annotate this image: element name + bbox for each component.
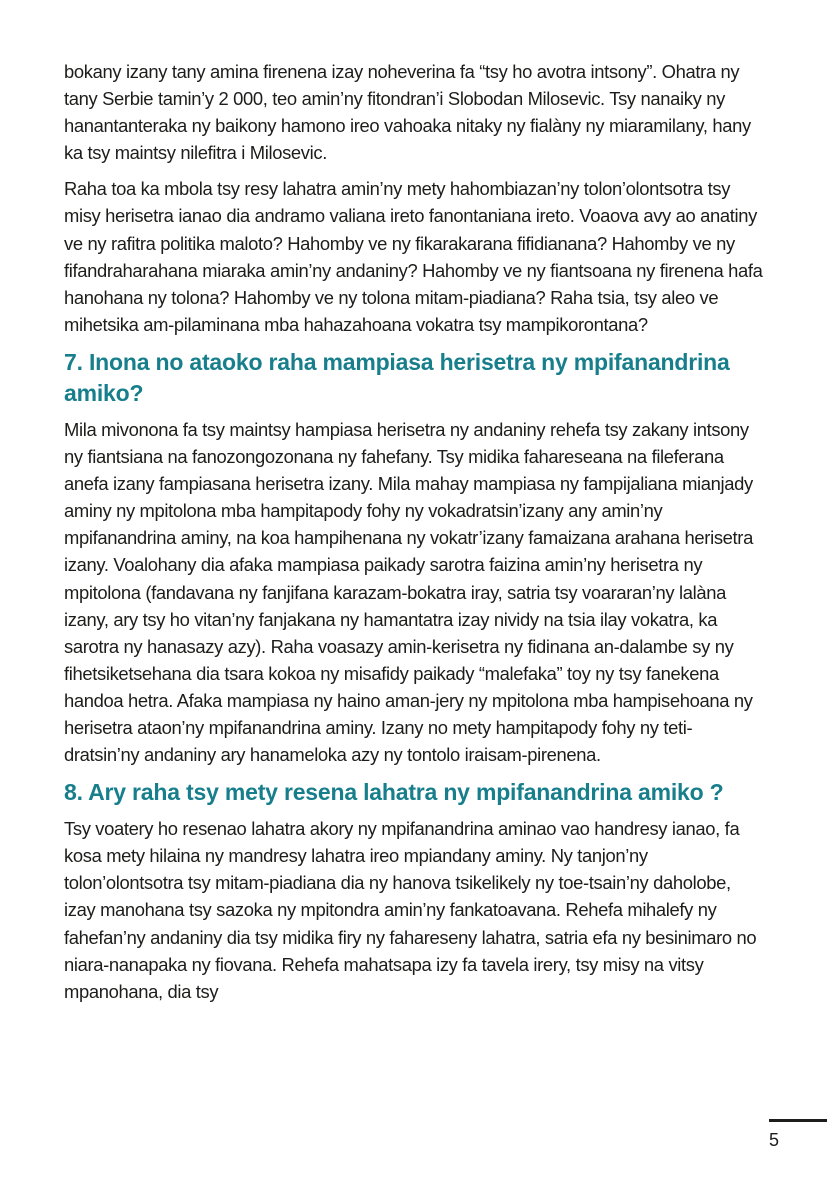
section-7-body: Mila mivonona fa tsy maintsy hampiasa herisetra ny andaniny rehefa tsy zakany intsony ny fiantsiana na fanozongozonana ny fahefany. Tsy midika fahareseana na fileferana anefa izany fampiasana herisetra izany. Mila mahay mampiasa ny fampijaliana mianjady aminy ny mpitolona mba hampitapody fohy ny vokadratsin’izany any amin’ny mpifanandrina aminy, na koa hampihenana ny vokatr’izany famaizana arahana herisetra izany. Voalohany dia afaka mampiasa paikady sarotra faizina amin’ny herisetra ny mpitolona (fandavana ny fanjifana karazam-bokatra iray, satria tsy voararan’ny lalàna izany, ary tsy ho vitan’ny fanjakana ny hamantatra izay nividy na tsia ilay vokatra, ka sarotra ny hanasazy azy). Raha voasazy amin-kerisetra ny fidinana an-dalambe sy ny fihetsiketsehana dia tsara kokoa ny misafidy paikady “malefaka” toy ny tsy fanekena handoa hetra. Afaka mampiasa ny haino aman-jery ny mpitolona mba hampisehoana ny herisetra ataon’ny mpifanandrina aminy. Izany no mety hampitapody fohy ny teti-dratsin’ny andaniny ary hanameloka azy ny tontolo iraisam-pirenena. [64, 418, 753, 766]
section-8-body: Tsy voatery ho resenao lahatra akory ny mpifanandrina aminao vao handresy ianao, fa kosa mety hilaina ny mandresy lahatra ireo mpiandany aminy. Ny tanjon’ny tolon’olontsotra tsy mitam-piadiana dia ny hanova tsikelikely ny toe-tsain’ny daholobe, izay manohana tsy sazoka ny mpitondra amin’ny fankatoavana. Rehefa mihalefy ny fahefan’ny andaniny dia tsy midika firy ny fahareseny lahatra, satria efa ny besinimaro no niara-nanapaka ny fiovana. Rehefa mahatsapa izy fa tavela irery, tsy misy na vitsy mpanohana, dia tsy [64, 818, 757, 1002]
footer-rule [769, 1119, 827, 1122]
page-content [64, 58, 764, 1014]
section-7-heading: 7. Inona no ataoko raha mampiasa herisetra ny mpifanandrina amiko? [64, 348, 730, 406]
section-8-heading: 8. Ary raha tsy mety resena lahatra ny mpifanandrina amiko ? [64, 779, 724, 806]
paragraph-questions: Raha toa ka mbola tsy resy lahatra amin’ny mety hahombiazan’ny tolon’olontsotra tsy misy herisetra ianao dia andramo valiana ireto fanontaniana ireto. Voaova avy ao anatiny ve ny rafitra politika maloto? Hahomby ve ny fikarakarana fifidianana? Hahomby ve ny fifandraharahana miaraka amin’ny andaniny? Hahomby ve ny fiantsoana ny firenena hafa hanohana ny tolona? Hahomby ve ny tolona mitam-piadiana? Raha tsia, tsy aleo ve mihetsika am-pilaminana mba hahazahoana vokatra tsy mampikorontana? [64, 178, 763, 335]
page-number: 5 [769, 1130, 780, 1150]
paragraph-intro: bokany izany tany amina firenena izay noheverina fa “tsy ho avotra intsony”. Ohatra ny tany Serbie tamin’y 2 000, teo amin’ny fitondran’i Slobodan Milosevic. Tsy nanaiky ny hanantanteraka ny baikony hamono ireo vahoaka nitaky ny fialàny ny miaramilany, hany ka tsy maintsy nilefitra i Milosevic. [64, 61, 751, 164]
